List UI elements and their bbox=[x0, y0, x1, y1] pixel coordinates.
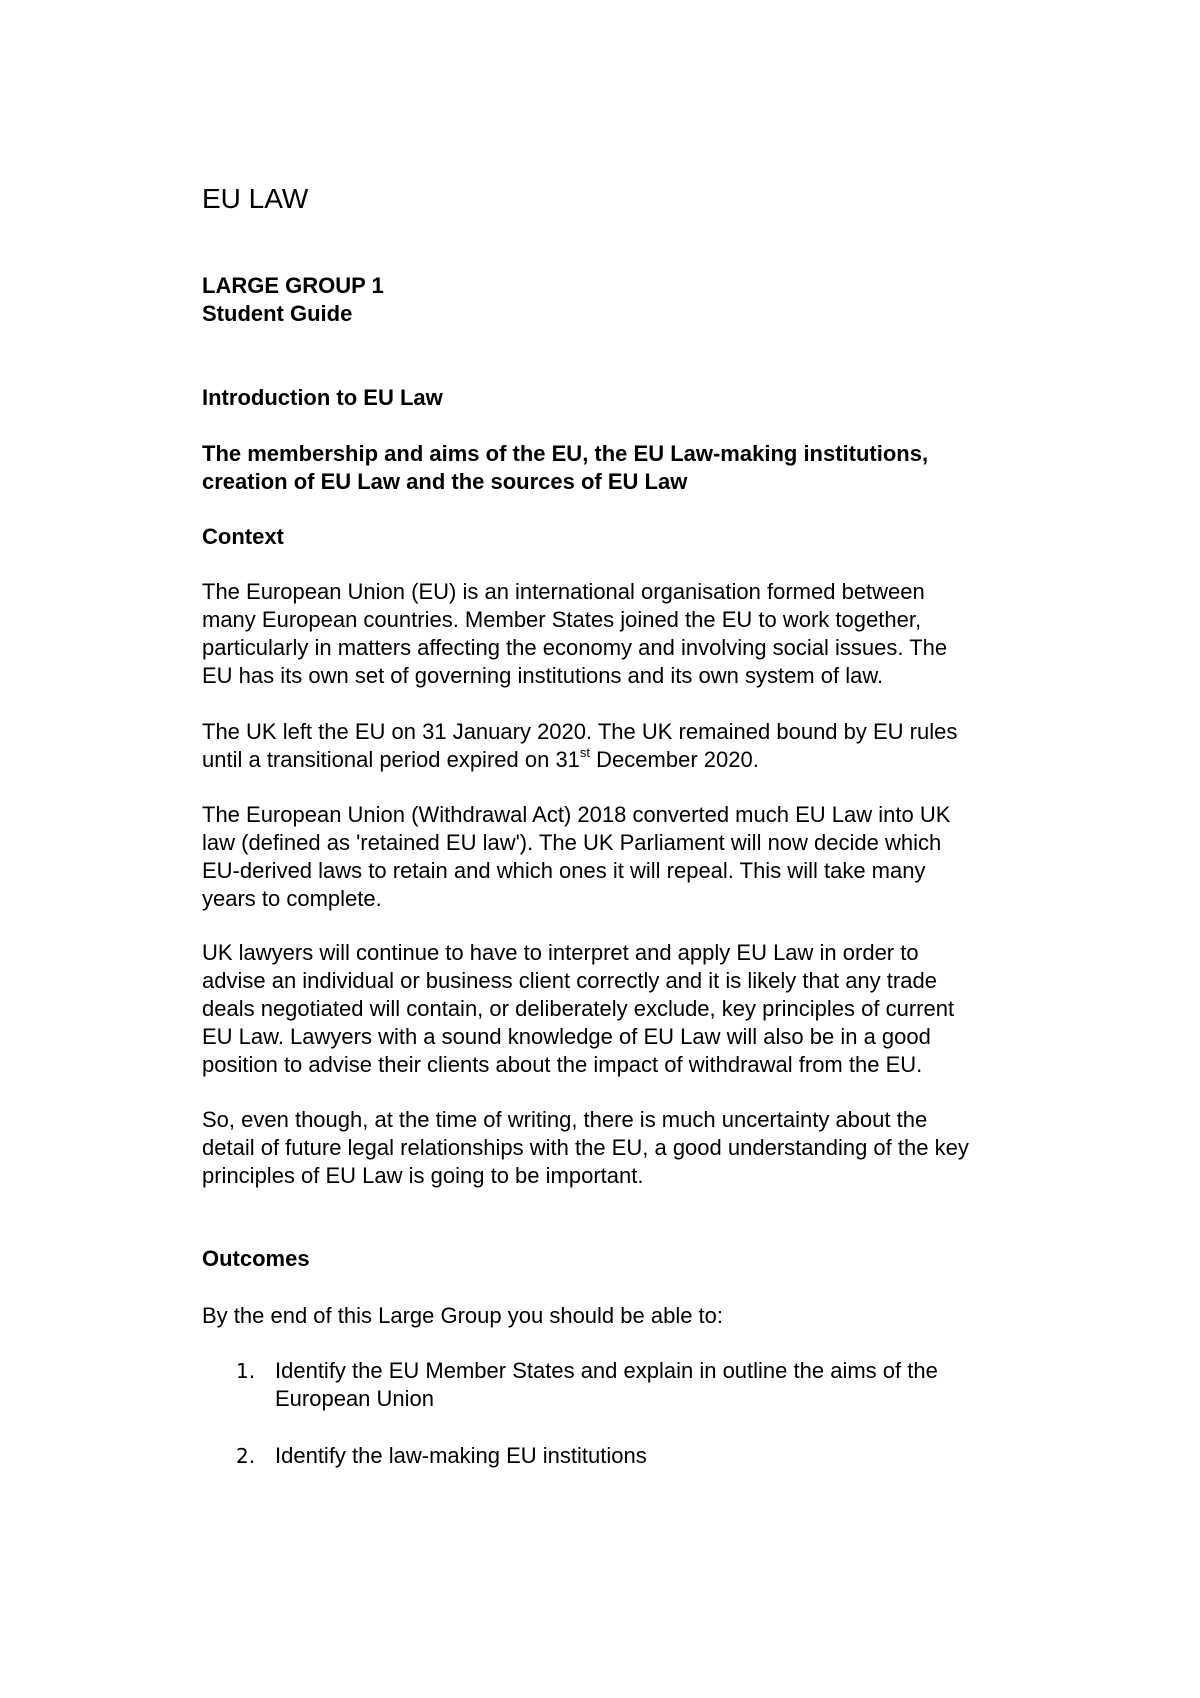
context-paragraph-1 bbox=[202, 578, 947, 690]
document-subtitle: Student Guide bbox=[202, 301, 353, 326]
paragraph-line: detail of future legal relationships with the EU, a good understanding of the key bbox=[202, 1135, 969, 1160]
paragraph-line: EU has its own set of governing institutions and its own system of law. bbox=[202, 663, 884, 688]
topic-heading bbox=[202, 440, 928, 496]
intro-heading: Introduction to EU Law bbox=[202, 385, 443, 410]
paragraph-line: position to advise their clients about the impact of withdrawal from the EU. bbox=[202, 1052, 923, 1077]
paragraph-line: The European Union (EU) is an international organisation formed between bbox=[202, 579, 925, 604]
outcome-text bbox=[275, 1357, 938, 1413]
outcome-line: Identify the law-making EU institutions bbox=[275, 1443, 647, 1468]
outcomes-intro: By the end of this Large Group you should be able to: bbox=[202, 1303, 724, 1328]
paragraph-line: The European Union (Withdrawal Act) 2018 converted much EU Law into UK bbox=[202, 802, 951, 827]
line-text: December 2020. bbox=[590, 747, 759, 772]
list-number: 2. bbox=[236, 1444, 256, 1468]
outcome-line: Identify the EU Member States and explain in outline the aims of the bbox=[275, 1358, 938, 1383]
paragraph-line: EU Law. Lawyers with a sound knowledge of EU Law will also be in a good bbox=[202, 1024, 931, 1049]
paragraph-line: deals negotiated will contain, or deliberately exclude, key principles of current bbox=[202, 996, 955, 1021]
paragraph-line: years to complete. bbox=[202, 886, 382, 911]
paragraph-line: advise an individual or business client correctly and it is likely that any trade bbox=[202, 968, 937, 993]
topic-line: creation of EU Law and the sources of EU Law bbox=[202, 469, 688, 494]
context-heading: Context bbox=[202, 524, 284, 549]
context-paragraph-2 bbox=[202, 718, 957, 774]
paragraph-line: many European countries. Member States joined the EU to work together, bbox=[202, 607, 922, 632]
paragraph-line: law (defined as 'retained EU law'). The UK Parliament will now decide which bbox=[202, 830, 942, 855]
document-title: EU LAW bbox=[202, 183, 309, 214]
paragraph-line: particularly in matters affecting the economy and involving social issues. The bbox=[202, 635, 948, 660]
ordinal-suffix: st bbox=[579, 744, 591, 760]
paragraph-line: UK lawyers will continue to have to interpret and apply EU Law in order to bbox=[202, 940, 919, 965]
context-paragraph-3 bbox=[202, 801, 950, 913]
paragraph-line: So, even though, at the time of writing, there is much uncertainty about the bbox=[202, 1107, 928, 1132]
paragraph-line bbox=[202, 746, 957, 774]
group-title: LARGE GROUP 1 bbox=[202, 273, 384, 298]
list-number: 1. bbox=[236, 1359, 256, 1383]
outcomes-heading: Outcomes bbox=[202, 1246, 310, 1271]
paragraph-line: The UK left the EU on 31 January 2020. The UK remained bound by EU rules bbox=[202, 719, 958, 744]
line-text: until a transitional period expired on 31 bbox=[202, 747, 580, 772]
context-paragraph-5 bbox=[202, 1106, 969, 1190]
topic-line: The membership and aims of the EU, the EU Law-making institutions, bbox=[202, 441, 929, 466]
paragraph-line: principles of EU Law is going to be important. bbox=[202, 1163, 644, 1188]
context-paragraph-4 bbox=[202, 939, 954, 1079]
outcome-line: European Union bbox=[275, 1386, 435, 1411]
paragraph-line: EU-derived laws to retain and which ones it will repeal. This will take many bbox=[202, 858, 926, 883]
outcome-text bbox=[275, 1442, 647, 1470]
